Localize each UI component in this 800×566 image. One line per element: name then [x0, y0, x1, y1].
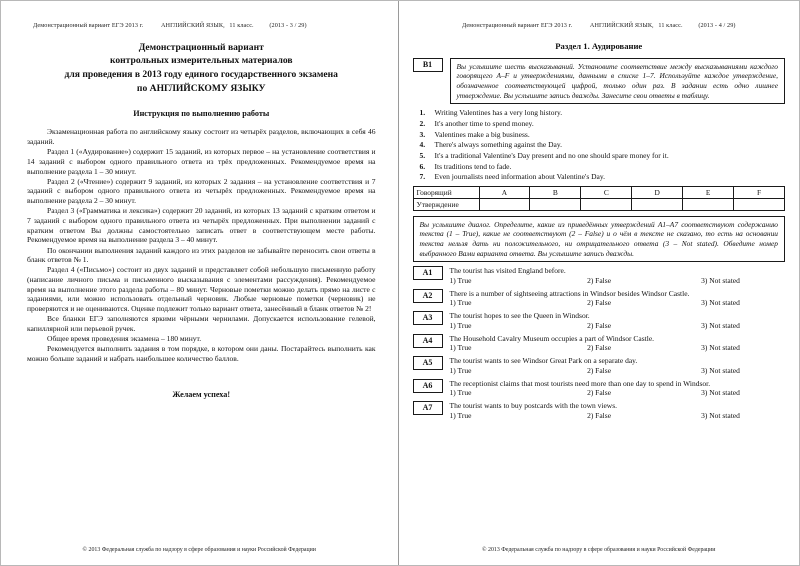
question-a5-body [450, 356, 785, 376]
list-item [413, 140, 785, 151]
task-code-a2: A2 [413, 289, 443, 303]
option-false[interactable]: 2) False [587, 365, 612, 375]
list-item [413, 119, 785, 130]
document-title-line-4: по АНГЛИЙСКОМУ ЯЗЫКУ [136, 82, 266, 94]
instruction-paragraph: По окончании выполнения заданий каждого из этих разделов не забывайте переносить свои ответы в бланк ответов № 1. [27, 245, 376, 265]
option-not-stated[interactable]: 3) Not stated [701, 320, 740, 330]
table-cell-speaker: C [581, 186, 632, 198]
task-b1-instruction-text: Вы услышите шесть высказываний. Установите соответствие между высказываниями каждого говорящего A–F и утверждениями, данными в списке 1–7. Используйте каждое утверждение, обозначенное соответствующей цифрой, только один раз. В задании есть одно лишнее утверждение. Вы услышите запись дважды. Занесите свои ответы в таблицу. [456, 61, 778, 100]
table-cell-speaker: E [683, 186, 734, 198]
answer-options [450, 366, 785, 377]
list-item [413, 151, 785, 162]
task-code-a6: A6 [413, 379, 443, 393]
document-title-line-2: контрольных измерительных материалов [109, 55, 293, 67]
list-item-number: 1. [419, 108, 426, 118]
answer-cell[interactable] [530, 198, 581, 210]
list-item-text: It's another time to spend money. [434, 118, 534, 128]
answer-options [450, 343, 785, 354]
question-a6 [413, 379, 785, 399]
answer-options [450, 321, 785, 332]
option-not-stated[interactable]: 3) Not stated [701, 298, 740, 308]
question-text: The Household Cavalry Museum occupies a part of Windsor Castle. [449, 333, 655, 343]
table-row [413, 198, 784, 210]
question-text: The tourist has visited England before. [449, 266, 566, 276]
option-false[interactable]: 2) False [587, 298, 612, 308]
list-item [413, 162, 785, 173]
table-row-header-speaker: Говорящий [413, 186, 479, 198]
question-a1-body [450, 266, 785, 286]
task-b1 [413, 58, 785, 105]
option-not-stated[interactable]: 3) Not stated [701, 388, 740, 398]
b1-answer-table [413, 186, 785, 211]
question-a5 [413, 356, 785, 376]
task-b1-instruction-box [450, 58, 785, 105]
answer-cell[interactable] [683, 198, 734, 210]
list-item [413, 108, 785, 119]
b1-statement-list [413, 108, 785, 182]
document-title-line-3: для проведения в 2013 году единого государственного экзамена [64, 69, 338, 81]
document-title-line-1: Демонстрационный вариант [138, 41, 264, 53]
option-not-stated[interactable]: 3) Not stated [701, 410, 740, 420]
answer-options [450, 388, 785, 399]
question-text: The receptionist claims that most tourists need more than one day to spend in Windsor. [449, 378, 711, 388]
answer-cell[interactable] [581, 198, 632, 210]
question-text: The tourist hopes to see the Queen in Windsor. [449, 311, 590, 321]
option-not-stated[interactable]: 3) Not stated [701, 365, 740, 375]
instruction-paragraph: Экзаменационная работа по английскому языку состоит из четырёх разделов, включающих в себя 46 заданий. [27, 127, 376, 146]
running-head-grade: 11 класс. [658, 22, 683, 29]
option-false[interactable]: 2) False [587, 343, 612, 353]
task-code-a5: A5 [413, 356, 443, 370]
document-title [27, 41, 376, 95]
list-item-number: 3. [419, 129, 426, 139]
question-a3 [413, 311, 785, 331]
question-text: The tourist wants to buy postcards with the town views. [449, 401, 617, 411]
running-head-subject: АНГЛИЙСКИЙ ЯЗЫК, [160, 22, 225, 29]
running-head-variant: Демонстрационный вариант ЕГЭ 2013 г. [461, 22, 573, 29]
list-item [413, 130, 785, 141]
instruction-paragraph: Общее время проведения экзамена – 180 минут. [47, 334, 202, 344]
task-a-instruction-text: Вы услышите диалог. Определите, какие из приведённых утверждений A1–A7 соответствуют содержанию текста (1 – True), какие не соответствуют (2 – False) и о чём в тексте не сказано, то есть на основании текста нельзя дать ни положительного, ни отрицательного ответа (3 – Not stated). Обведите номер выбранного Вами варианта ответа. Вы услышите запись дважды. [419, 219, 778, 258]
list-item-text: Its traditions tend to fade. [434, 161, 512, 171]
question-a2 [413, 289, 785, 309]
option-true[interactable]: 1) True [449, 275, 472, 285]
spacer [413, 262, 785, 264]
question-text: The tourist wants to see Windsor Great Park on a separate day. [449, 356, 638, 366]
running-head-pagenum: (2013 - 4 / 29) [698, 22, 736, 29]
option-true[interactable]: 1) True [449, 320, 472, 330]
running-head-right [413, 23, 785, 30]
question-a4-body [450, 334, 785, 354]
instruction-paragraph: Раздел 4 («Письмо») состоит из двух заданий и представляет собой небольшую письменную работу (написание личного письма и письменного высказывания с элементами рассуждения). Рекомендуемое время на выполнение этого раздела работы – 80 минут. Черновые пометки можно делать прямо на листе с заданиями, или можно использовать отдельный черновик. Любые черновые пометки (черновик) не проверяются и не оцениваются. Оценке подлежит только вариант ответа, занесённый в бланк ответов № 2! [27, 265, 376, 314]
answer-options [450, 276, 785, 287]
running-head-grade: 11 класс. [229, 22, 254, 29]
task-code-a1: A1 [413, 266, 443, 280]
running-head-subject: АНГЛИЙСКИЙ ЯЗЫК, [589, 22, 654, 29]
page-right [399, 1, 799, 565]
question-a4 [413, 334, 785, 354]
list-item-number: 7. [419, 172, 426, 182]
instruction-paragraph: Раздел 1 («Аудирование») содержит 15 заданий, из которых первое – на установление соответствия и 14 заданий с выбором одного правильного ответа из трёх предложенных. Рекомендуемое время на выполнение раздела 1 – 30 минут. [27, 147, 376, 176]
page-left [1, 1, 399, 565]
option-not-stated[interactable]: 3) Not stated [701, 343, 740, 353]
copyright-left: © 2013 Федеральная служба по надзору в сфере образования и науки Российской Федерации [82, 547, 316, 553]
question-a2-body [450, 289, 785, 309]
answer-options [450, 298, 785, 309]
task-a-instruction-box [413, 216, 785, 263]
instruction-paragraph: Раздел 2 («Чтение») содержит 9 заданий, из которых 2 задания – на установление соответствия и 7 заданий с выбором одного правильного ответа из четырёх предложенных. Рекомендуемое время на выполнение раздела 2 – 30 минут. [27, 176, 376, 206]
answer-cell[interactable] [734, 198, 785, 210]
good-luck-message: Желаем успеха! [172, 389, 231, 399]
list-item-text: It's a traditional Valentine's Day present and no one should spare money for it. [434, 150, 669, 160]
task-a-block-instruction [413, 216, 785, 263]
table-cell-speaker: F [734, 186, 785, 198]
list-item-text: Writing Valentines has a very long history. [434, 108, 563, 118]
list-item-number: 2. [419, 118, 426, 128]
list-item-text: There's always something against the Day. [434, 140, 563, 150]
running-head-left [27, 23, 376, 30]
list-item-number: 4. [419, 140, 426, 150]
list-item-text: Valentines make a big business. [434, 129, 530, 139]
instruction-paragraph: Рекомендуется выполнить задания в том порядке, в котором они даны. Постарайтесь выполнить как можно больше заданий и набрать наибольшее количество баллов. [27, 344, 376, 364]
option-true[interactable]: 1) True [449, 365, 472, 375]
question-a6-body [450, 379, 785, 399]
running-head-variant: Демонстрационный вариант ЕГЭ 2013 г. [33, 22, 144, 29]
question-a7 [413, 401, 785, 421]
option-true[interactable]: 1) True [449, 410, 472, 420]
option-false[interactable]: 2) False [587, 410, 612, 420]
running-head-pagenum: (2013 - 3 / 29) [269, 22, 307, 29]
task-code-a3: A3 [413, 311, 443, 325]
answer-cell[interactable] [632, 198, 683, 210]
list-item-number: 6. [419, 161, 426, 171]
task-code-a4: A4 [413, 334, 443, 348]
list-item [413, 172, 785, 183]
option-false[interactable]: 2) False [587, 275, 612, 285]
copyright-right: © 2013 Федеральная служба по надзору в сфере образования и науки Российской Федерации [482, 547, 716, 553]
table-row-header-statement: Утверждение [413, 198, 479, 210]
option-false[interactable]: 2) False [587, 388, 612, 398]
option-true[interactable]: 1) True [449, 343, 472, 353]
instruction-paragraph: Раздел 3 («Грамматика и лексика») содержит 20 заданий, из которых 13 заданий с кратким ответом и 7 заданий с выбором одного правильного ответа из четырёх предложенных. При выполнении заданий с кратким ответом Вы должны самостоятельно записать ответ в соответствующем месте работы. Рекомендуемое время на выполнение раздела 3 – 40 минут. [27, 206, 376, 245]
table-cell-speaker: A [479, 186, 530, 198]
instruction-paragraph: Все бланки ЕГЭ заполняются яркими чёрными чернилами. Допускается использование гелевой, капиллярной или перьевой ручек. [27, 314, 376, 333]
table-cell-speaker: B [530, 186, 581, 198]
option-false[interactable]: 2) False [587, 320, 612, 330]
table-row [413, 186, 784, 198]
list-item-text: Even journalists need information about Valentine's Day. [434, 172, 605, 182]
question-a7-body [450, 401, 785, 421]
option-true[interactable]: 1) True [449, 298, 472, 308]
table-cell-speaker: D [632, 186, 683, 198]
question-a1 [413, 266, 785, 286]
instruction-heading: Инструкция по выполнению работы [133, 109, 270, 119]
question-text: There is a number of sightseeing attractions in Windsor besides Windsor Castle. [449, 288, 690, 298]
section-title: Раздел 1. Аудирование [555, 40, 643, 51]
task-code-a7: A7 [413, 401, 443, 415]
task-code-b1: B1 [413, 58, 443, 72]
option-not-stated[interactable]: 3) Not stated [701, 275, 740, 285]
list-item-number: 5. [419, 150, 426, 160]
option-true[interactable]: 1) True [449, 388, 472, 398]
answer-options [450, 411, 785, 422]
question-a3-body [450, 311, 785, 331]
answer-cell[interactable] [479, 198, 530, 210]
